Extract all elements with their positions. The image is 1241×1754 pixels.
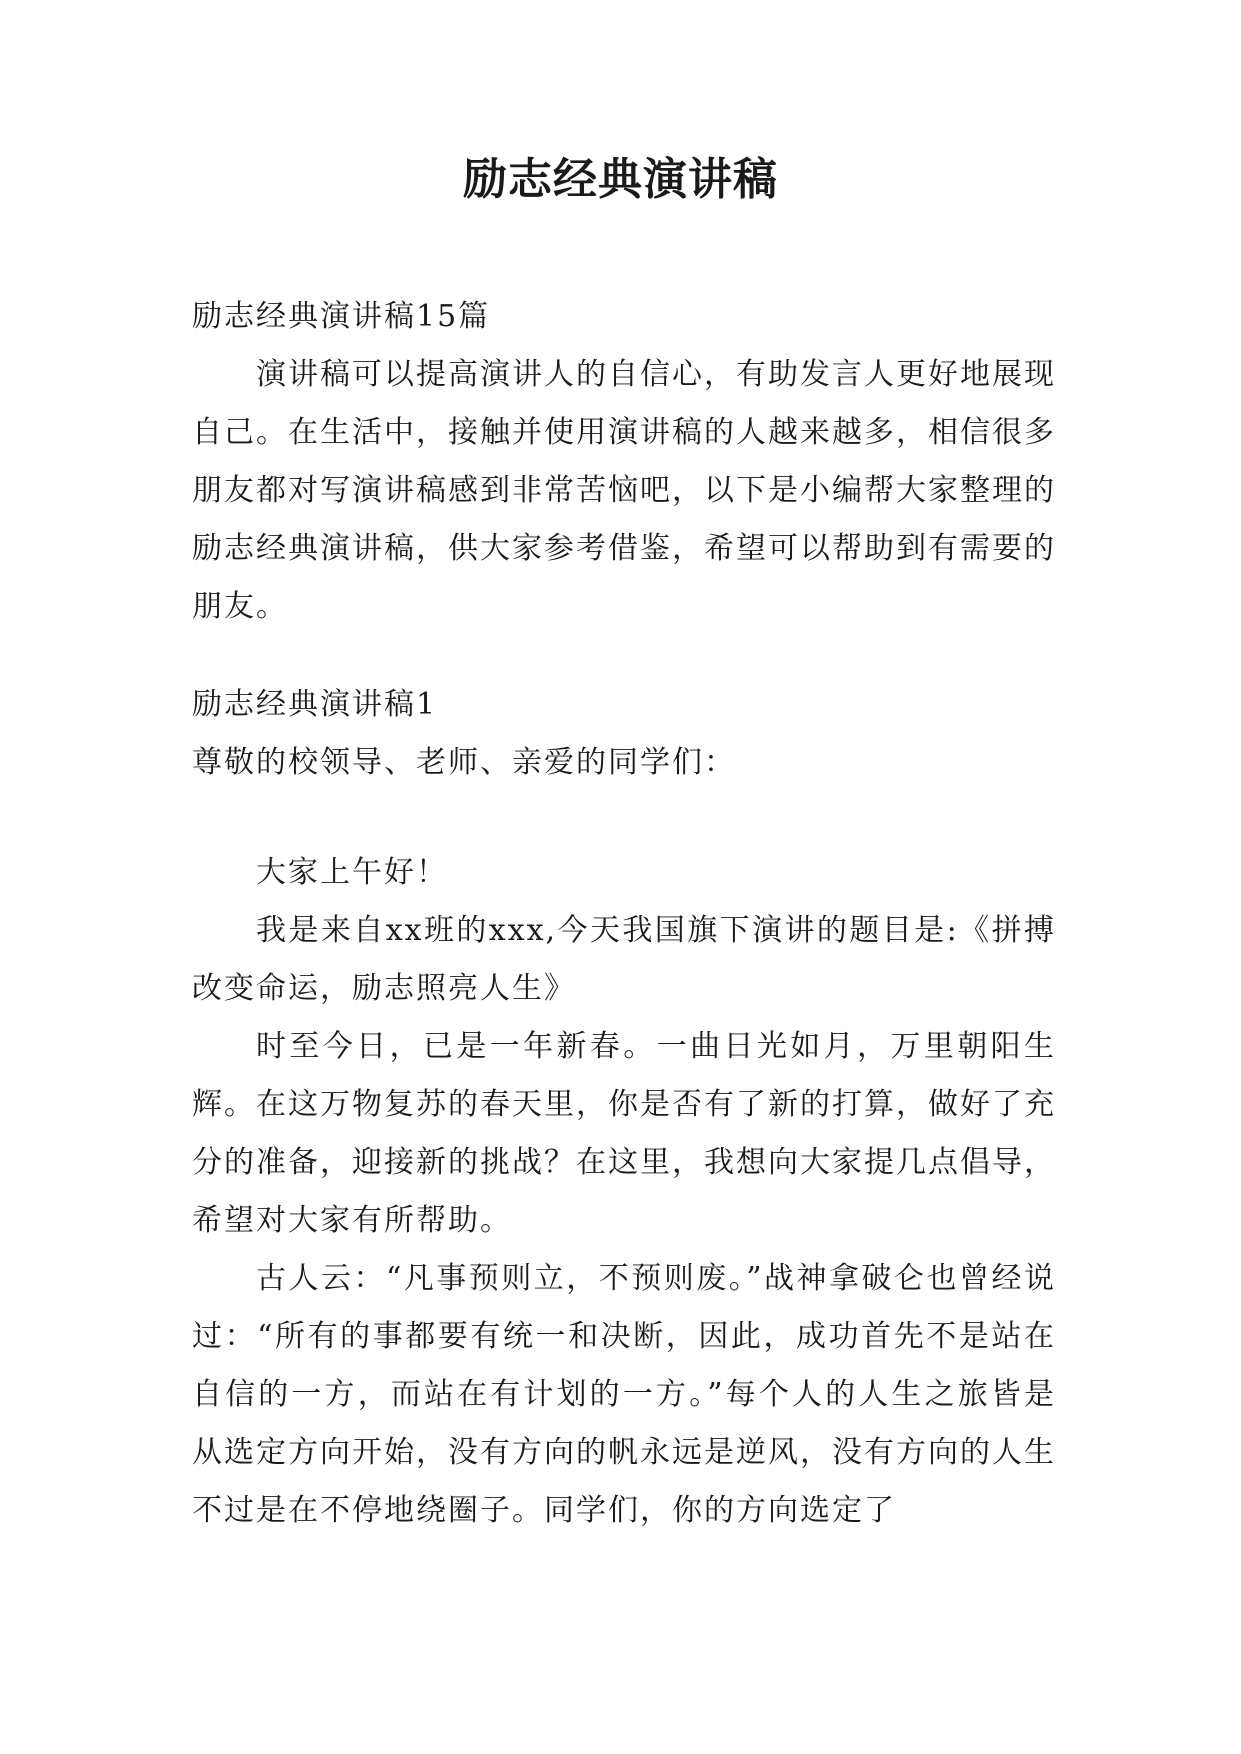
document-title: 励志经典演讲稿 bbox=[463, 154, 778, 205]
intro-paragraph: 演讲稿可以提高演讲人的自信心，有助发言人更好地展现自己。在生活中，接触并使用演讲稿的人越来越多，相信很多朋友都对写演讲稿感到非常苦恼吧，以下是小编帮大家整理的励志经典演讲稿，供大家参考借鉴，希望可以帮助到有需要的朋友。 bbox=[192, 357, 1056, 624]
body-paragraph: 大家上午好！ bbox=[256, 855, 448, 890]
body-paragraph: 古人云：“凡事预则立，不预则废。”战神拿破仑也曾经说过：“所有的事都要有统一和决断，因此，成功首先不是站在自信的一方，而站在有计划的一方。”每个人的人生之旅皆是从选定方向开始，没有方向的帆永远是逆风，没有方向的人生不过是在不停地绕圈子。同学们，你的方向选定了 bbox=[192, 1261, 1056, 1528]
document-subtitle: 励志经典演讲稿15篇 bbox=[192, 299, 491, 334]
salutation: 尊敬的校领导、老师、亲爱的同学们： bbox=[192, 745, 736, 780]
body-paragraph: 时至今日，已是一年新春。一曲日光如月，万里朝阳生辉。在这万物复苏的春天里，你是否有了新的打算，做好了充分的准备，迎接新的挑战？在这里，我想向大家提几点倡导，希望对大家有所帮助。 bbox=[192, 1029, 1056, 1238]
body-paragraph: 我是来自xx班的xxx,今天我国旗下演讲的题目是:《拼搏改变命运，励志照亮人生》 bbox=[192, 913, 1056, 1006]
section-heading: 励志经典演讲稿1 bbox=[192, 687, 438, 722]
document-body bbox=[192, 288, 1056, 1540]
